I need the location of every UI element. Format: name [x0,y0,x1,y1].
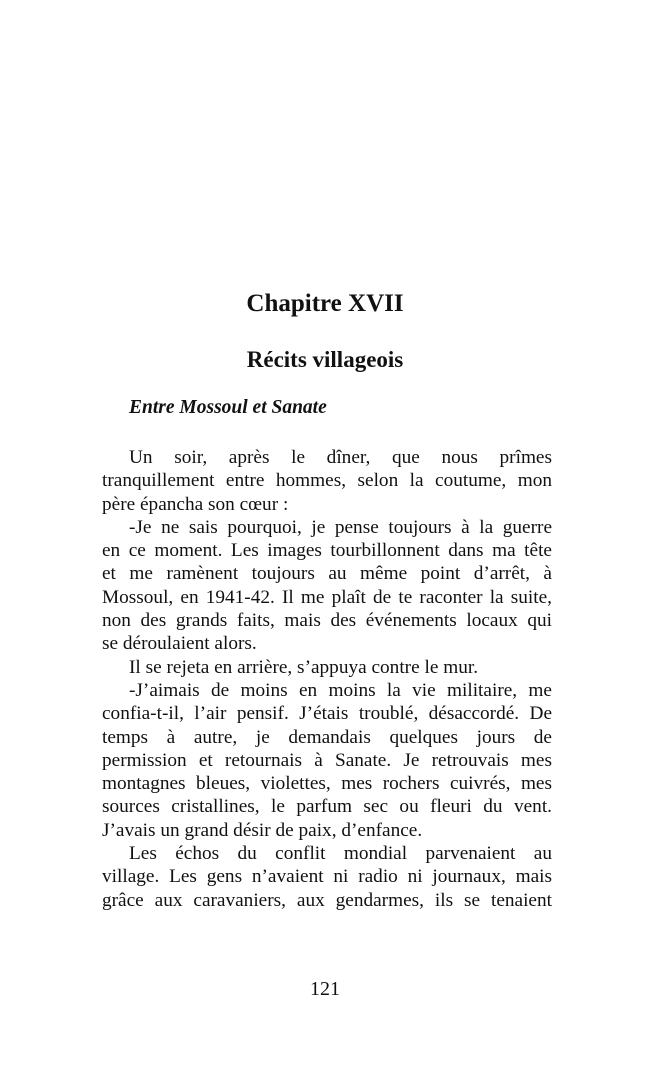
chapter-subtitle: Récits villageois [246,347,404,372]
text-line: en ce moment. Les images tourbillonnent dans ma tête [102,540,552,562]
body-text [102,446,552,912]
text-line: -J’aimais de moins en moins la vie militaire, me [129,679,552,701]
text-line: village. Les gens n’avaient ni radio ni journaux, mais [102,866,552,888]
text-line: J’avais un grand désir de paix, d’enfance. [102,819,423,841]
page-number: 121 [310,978,340,1000]
text-line: père épancha son cœur : [102,493,289,515]
text-line: et me ramènent toujours au même point d’arrêt, à [102,563,552,585]
text-line: Il se rejeta en arrière, s’appuya contre le mur. [129,656,479,678]
text-line: Les échos du conflit mondial parvenaient au [129,843,552,865]
text-line: Mossoul, en 1941-42. Il me plaît de te raconter la suite, [102,586,552,608]
text-line: sources cristallines, le parfum sec ou fleuri du vent. [102,796,552,818]
section-heading: Entre Mossoul et Sanate [129,397,327,418]
text-line: temps à autre, je demandais quelques jours de [102,726,552,748]
text-line: -Je ne sais pourquoi, je pense toujours à la guerre [129,516,552,538]
text-line: se déroulaient alors. [102,633,257,655]
chapter-title: Chapitre XVII [246,290,404,317]
text-line: permission et retournais à Sanate. Je retrouvais mes [102,749,552,771]
text-line: grâce aux caravaniers, aux gendarmes, ils se tenaient [102,889,552,911]
text-line: non des grands faits, mais des événements locaux qui [102,610,552,632]
text-line: tranquillement entre hommes, selon la coutume, mon [102,470,552,492]
text-line: confia-t-il, l’air pensif. J’étais troublé, désaccordé. De [102,703,552,725]
text-line: montagnes bleues, violettes, mes rochers cuivrés, mes [102,773,552,795]
text-line: Un soir, après le dîner, que nous prîmes [129,447,552,468]
